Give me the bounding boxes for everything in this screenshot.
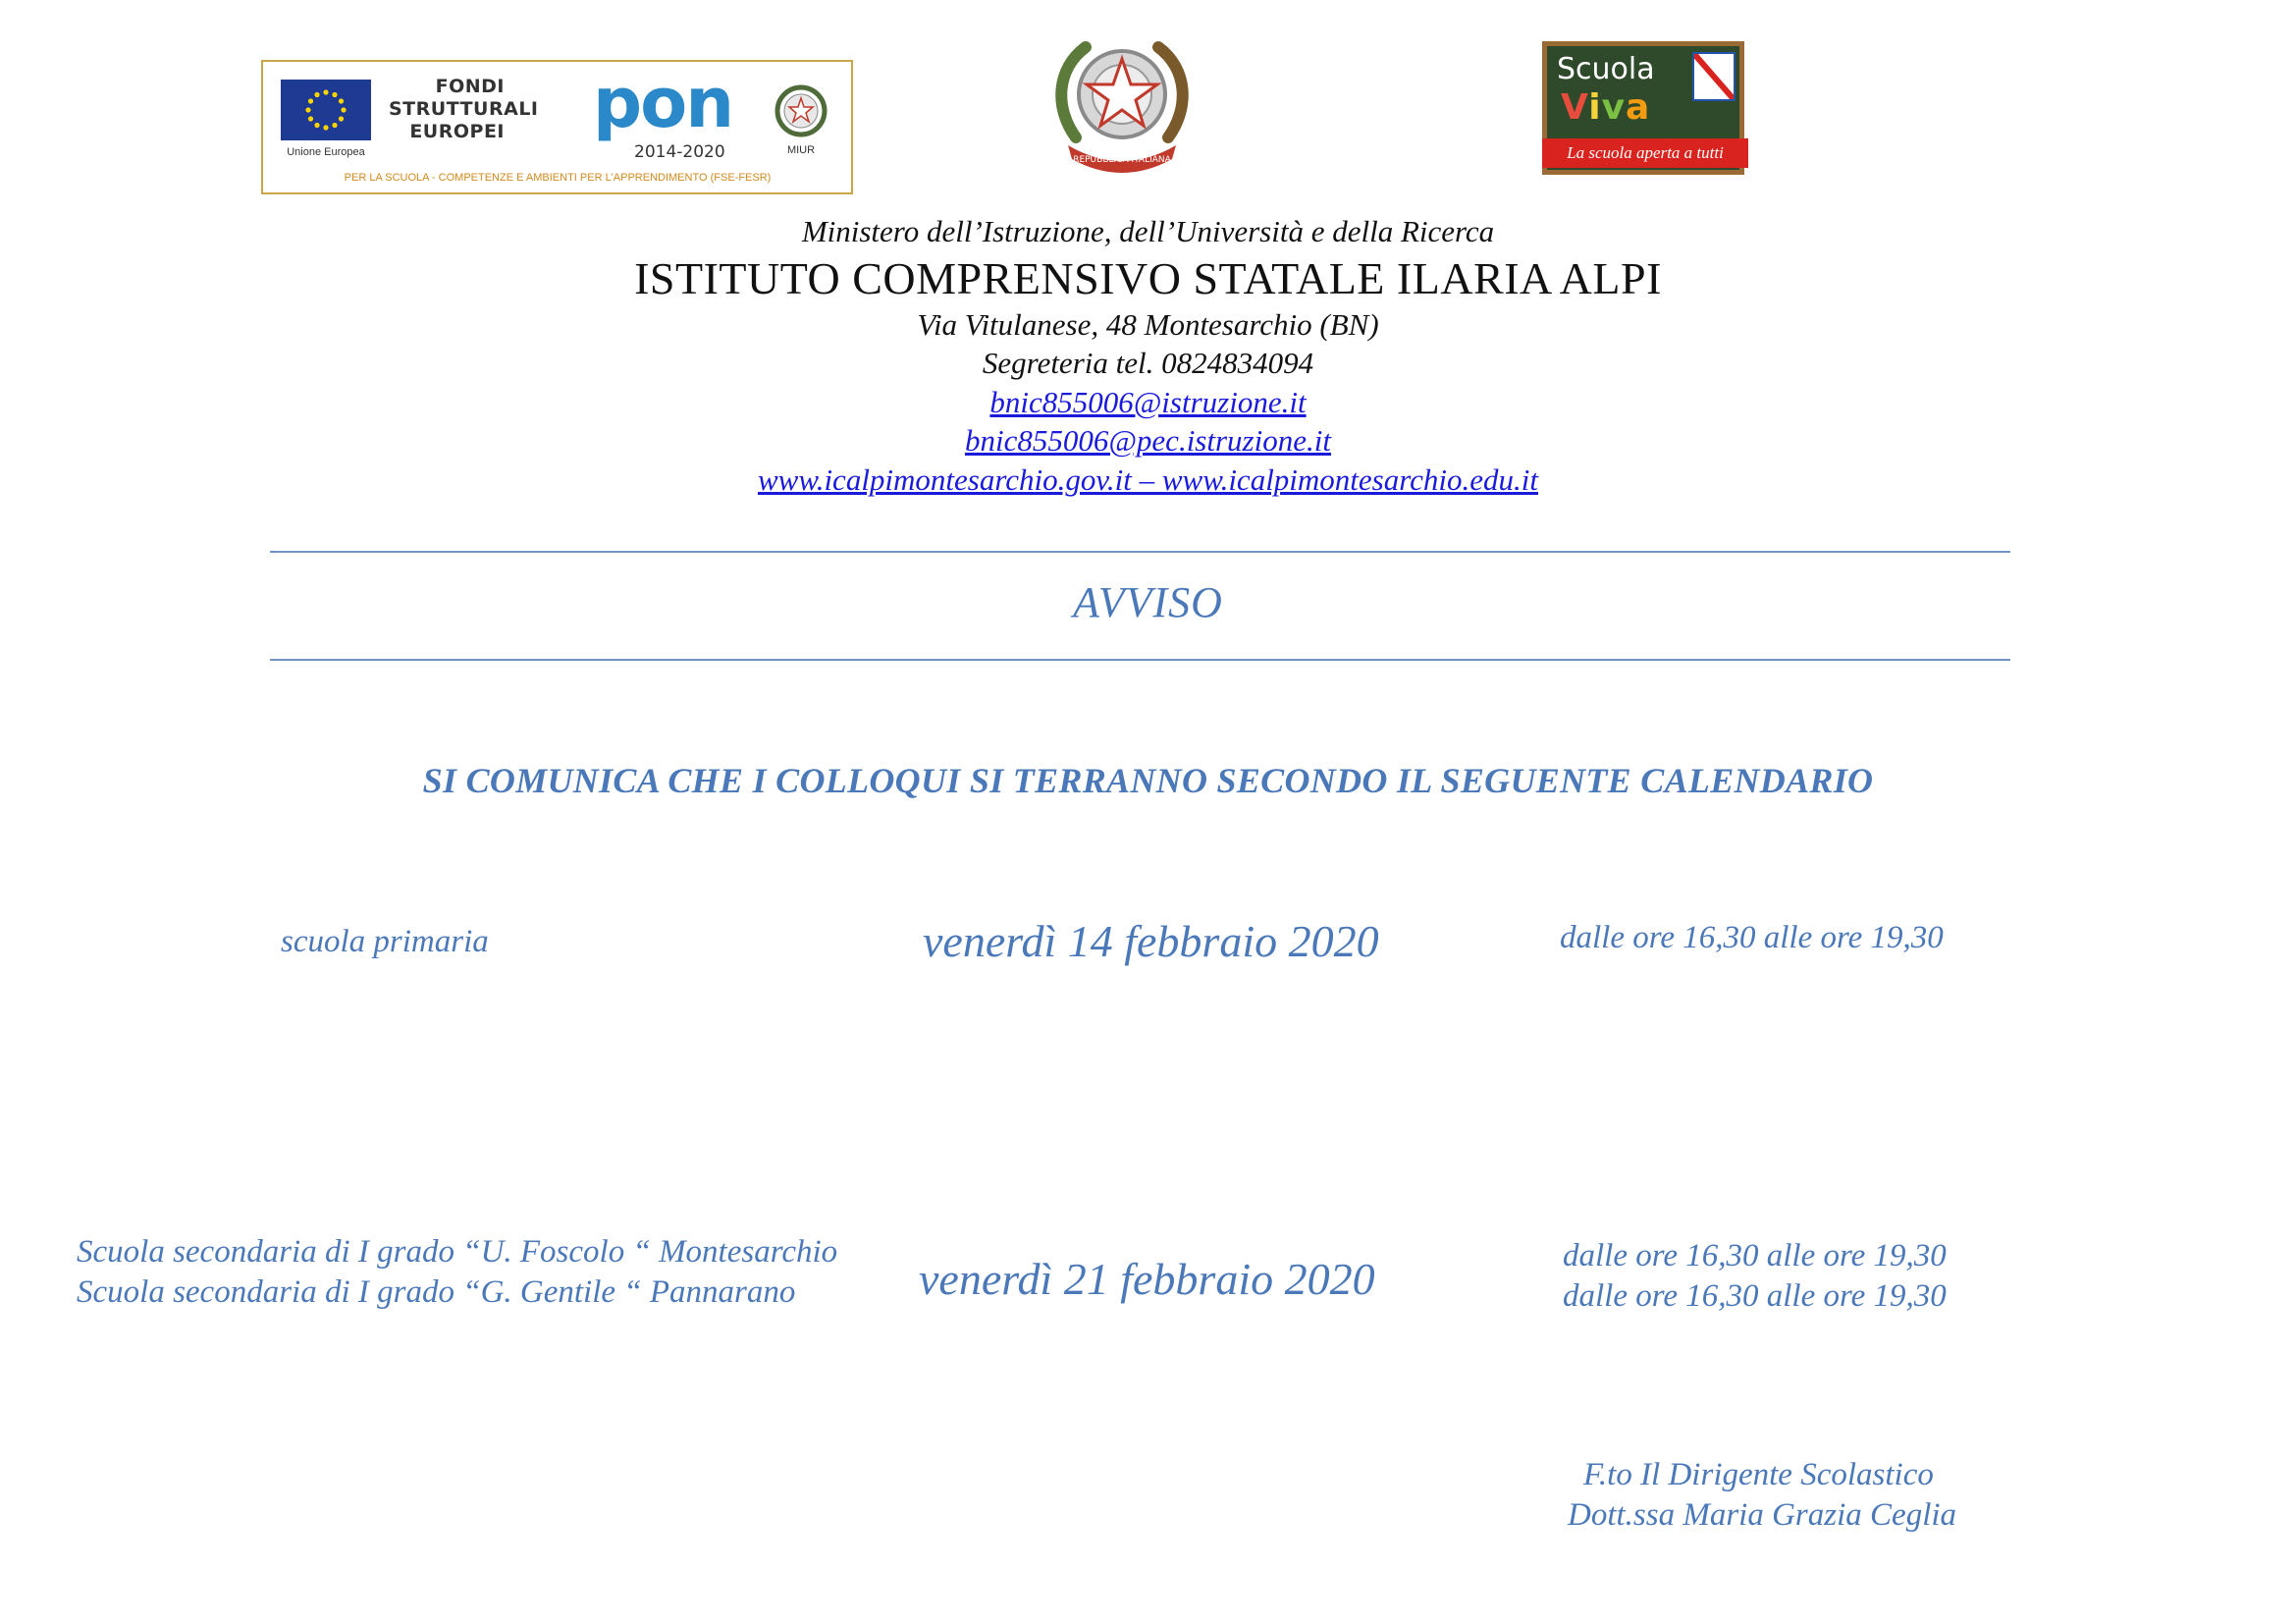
fondi-line-1: FONDI: [435, 76, 505, 97]
school-address: Via Vitulanese, 48 Montesarchio (BN): [917, 307, 1379, 342]
primary-time: dalle ore 16,30 alle ore 19,30: [1560, 920, 1944, 955]
signature-name: Dott.ssa Maria Grazia Ceglia: [1568, 1497, 1957, 1533]
pec-email-link[interactable]: bnic855006@pec.istruzione.it: [965, 423, 1331, 458]
secondary-school-gentile: Scuola secondaria di I grado “G. Gentile “ Pannarano: [77, 1274, 796, 1310]
fondi-strutturali-text: [389, 76, 539, 143]
pon-years: 2014-2020: [634, 142, 725, 162]
email-link[interactable]: bnic855006@istruzione.it: [989, 385, 1307, 419]
email-wrapper: [0, 385, 2296, 420]
pon-banner-caption: PER LA SCUOLA - COMPETENZE E AMBIENTI PER L'APPRENDIMENTO (FSE-FESR): [344, 172, 772, 184]
website-links[interactable]: www.icalpimontesarchio.gov.it – www.icalpimontesarchio.edu.it: [757, 462, 1539, 497]
announcement: SI COMUNICA CHE I COLLOQUI SI TERRANNO SECONDO IL SEGUENTE CALENDARIO: [422, 761, 1874, 800]
italian-republic-emblem: [1046, 29, 1198, 175]
top-divider: [270, 551, 2010, 553]
signature-title: F.to Il Dirigente Scolastico: [1583, 1457, 1934, 1492]
miur-label: MIUR: [786, 144, 816, 156]
primary-school-label: scuola primaria: [281, 924, 489, 959]
secondary-date: venerdì 21 febbraio 2020: [919, 1254, 1375, 1304]
pon-banner-logo: [261, 60, 853, 194]
miur-emblem-icon: [774, 83, 828, 140]
eu-label: Unione Europea: [287, 146, 365, 158]
scuola-viva-word2: Viva: [1561, 87, 1651, 128]
bottom-divider: [270, 659, 2010, 661]
fondi-line-2: STRUTTURALI: [389, 98, 539, 120]
school-name: ISTITUTO COMPRENSIVO STATALE ILARIA ALPI: [634, 253, 1662, 303]
secondary-time-gentile: dalle ore 16,30 alle ore 19,30: [1563, 1278, 1947, 1314]
secondary-school-foscolo: Scuola secondaria di I grado “U. Foscolo “ Montesarchio: [77, 1234, 838, 1270]
websites-wrapper: [0, 462, 2296, 498]
fondi-line-3: EUROPEI: [409, 121, 505, 142]
pon-wordmark: pon: [593, 63, 733, 143]
ministry-line: Ministero dell’Istruzione, dell’Università e della Ricerca: [801, 214, 1495, 248]
scuola-viva-logo: [1542, 41, 1744, 175]
scuola-viva-word1: Scuola: [1557, 52, 1655, 86]
campania-flag-icon: [1692, 52, 1735, 101]
secondary-time-foscolo: dalle ore 16,30 alle ore 19,30: [1563, 1238, 1947, 1273]
pec-wrapper: [0, 423, 2296, 459]
school-phone: Segreteria tel. 0824834094: [982, 346, 1314, 380]
scuola-viva-tagline: La scuola aperta a tutti: [1542, 138, 1748, 168]
notice-title: AVVISO: [1073, 578, 1223, 626]
primary-date: venerdì 14 febbraio 2020: [923, 916, 1379, 966]
emblem-ribbon-text: REPUBBLICA ITALIANA: [1073, 155, 1171, 165]
eu-flag-icon: [281, 80, 371, 140]
